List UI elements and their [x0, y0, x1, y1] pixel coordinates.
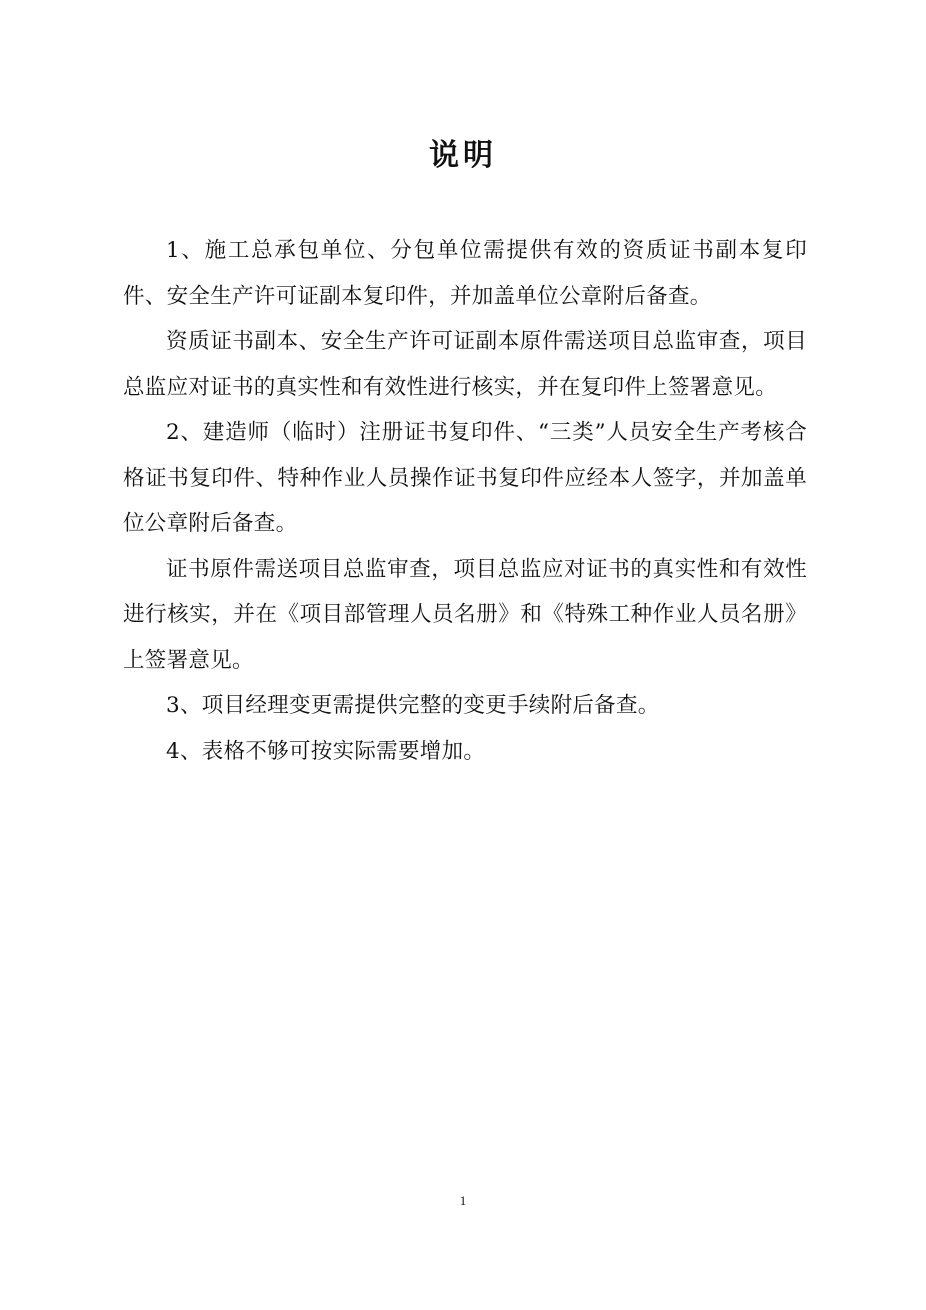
- paragraph-item-1-note: 资质证书副本、安全生产许可证副本原件需送项目总监审查，项目总监应对证书的真实性和有效性进行核实，并在复印件上签署意见。: [123, 329, 807, 400]
- paragraph-item-2: 2、建造师（临时）注册证书复印件、“三类”人员安全生产考核合格证书复印件、特种作业人员操作证书复印件应经本人签字，并加盖单位公章附后备查。: [123, 420, 807, 536]
- document-body: [123, 228, 807, 774]
- page-title: 说明: [429, 138, 497, 173]
- paragraph-item-1: 1、施工总承包单位、分包单位需提供有效的资质证书副本复印件、安全生产许可证副本复印件，并加盖单位公章附后备查。: [123, 238, 807, 309]
- paragraph-item-3: 3、项目经理变更需提供完整的变更手续附后备查。: [166, 693, 660, 718]
- paragraph-item-4: 4、表格不够可按实际需要增加。: [166, 738, 486, 764]
- paragraph-item-2-note: 证书原件需送项目总监审查，项目总监应对证书的真实性和有效性进行核实，并在《项目部管理人员名册》和《特殊工种作业人员名册》上签署意见。: [123, 556, 807, 673]
- page-number: 1: [459, 1193, 467, 1208]
